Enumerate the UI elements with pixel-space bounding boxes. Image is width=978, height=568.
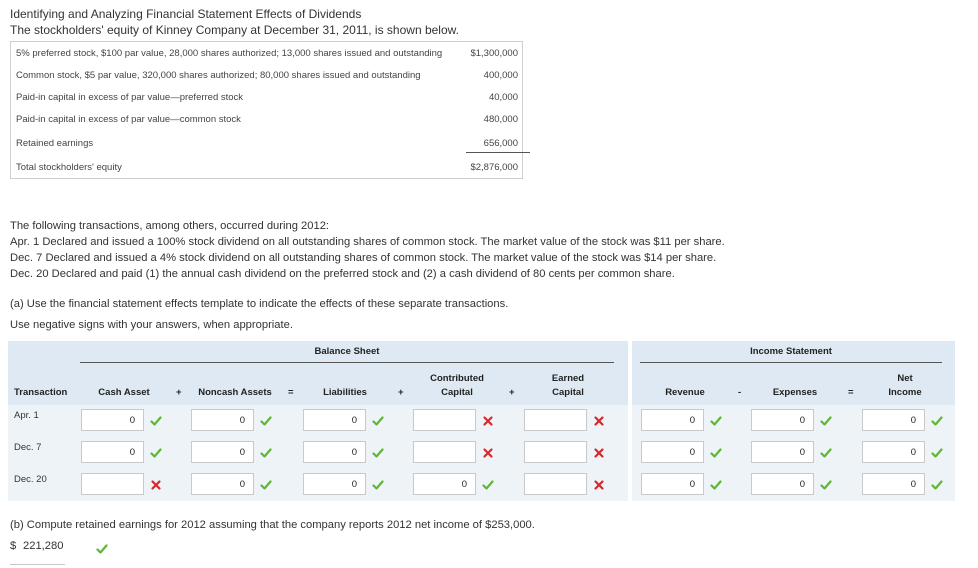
cross-icon bbox=[150, 478, 162, 490]
noncash-assets-input[interactable]: 0 bbox=[191, 441, 254, 463]
equity-row-label: Paid-in capital in excess of par value—common stock bbox=[16, 114, 241, 125]
check-icon bbox=[710, 414, 722, 426]
row-label-apr-1: Apr. 1 bbox=[14, 410, 39, 421]
check-icon bbox=[260, 414, 272, 426]
col-earned-capital-1: Earned bbox=[551, 373, 585, 384]
liabilities-input[interactable]: 0 bbox=[303, 441, 366, 463]
col-contributed-capital-1: Contributed bbox=[430, 373, 484, 384]
cross-icon bbox=[593, 446, 605, 458]
check-icon bbox=[260, 446, 272, 458]
cash-asset-input[interactable] bbox=[81, 473, 144, 495]
contributed-capital-input[interactable] bbox=[413, 441, 476, 463]
plus-operator: + bbox=[176, 387, 182, 398]
cash-asset-input[interactable]: 0 bbox=[81, 409, 144, 431]
expenses-input[interactable]: 0 bbox=[751, 441, 814, 463]
cross-icon bbox=[593, 478, 605, 490]
problem-title: Identifying and Analyzing Financial Statement Effects of Dividends bbox=[10, 7, 362, 21]
col-noncash-assets: Noncash Assets bbox=[198, 387, 272, 398]
equity-row-value: 40,000 bbox=[488, 92, 518, 103]
col-liabilities: Liabilities bbox=[323, 387, 367, 398]
cross-icon bbox=[593, 414, 605, 426]
check-icon bbox=[710, 446, 722, 458]
check-icon bbox=[710, 478, 722, 490]
equals-operator: = bbox=[848, 387, 854, 398]
cash-asset-input[interactable]: 0 bbox=[81, 441, 144, 463]
equity-row-value: $2,876,000 bbox=[470, 162, 518, 173]
col-net-income-1: Net bbox=[897, 373, 913, 384]
col-net-income-2: Income bbox=[888, 387, 922, 398]
equity-row-value: 656,000 bbox=[483, 138, 518, 149]
col-transaction: Transaction bbox=[14, 387, 68, 398]
check-icon bbox=[96, 542, 108, 554]
total-underline bbox=[466, 152, 530, 153]
next-input-edge bbox=[10, 564, 65, 568]
income-statement-rule bbox=[640, 362, 942, 363]
part-a-instruction: (a) Use the financial statement effects template to indicate the effects of these separate transactions. bbox=[10, 298, 509, 310]
check-icon bbox=[260, 478, 272, 490]
check-icon bbox=[372, 478, 384, 490]
minus-operator: - bbox=[738, 387, 742, 398]
balance-sheet-title: Balance Sheet bbox=[314, 346, 380, 357]
equity-row-value: 480,000 bbox=[483, 114, 518, 125]
earned-capital-input[interactable] bbox=[524, 473, 587, 495]
check-icon bbox=[820, 414, 832, 426]
col-contributed-capital-2: Capital bbox=[441, 387, 473, 398]
earned-capital-input[interactable] bbox=[524, 409, 587, 431]
equity-row bbox=[11, 66, 522, 86]
equity-row-total bbox=[11, 158, 522, 178]
revenue-input[interactable]: 0 bbox=[641, 409, 704, 431]
expenses-input[interactable]: 0 bbox=[751, 409, 814, 431]
earned-capital-input[interactable] bbox=[524, 441, 587, 463]
check-icon bbox=[372, 446, 384, 458]
plus-operator: + bbox=[509, 387, 515, 398]
net-income-input[interactable]: 0 bbox=[862, 409, 925, 431]
col-earned-capital-2: Capital bbox=[552, 387, 584, 398]
check-icon bbox=[820, 478, 832, 490]
liabilities-input[interactable]: 0 bbox=[303, 409, 366, 431]
net-income-input[interactable]: 0 bbox=[862, 473, 925, 495]
equity-row-value: 400,000 bbox=[483, 70, 518, 81]
check-icon bbox=[372, 414, 384, 426]
equity-row-label: Common stock, $5 par value, 320,000 shares authorized; 80,000 shares issued and outstanding bbox=[16, 70, 421, 81]
transaction-item: Apr. 1 Declared and issued a 100% stock dividend on all outstanding shares of common stock. The market value of the stock was $11 per share. bbox=[10, 236, 725, 248]
transactions-intro: The following transactions, among others, occurred during 2012: bbox=[10, 220, 330, 232]
revenue-input[interactable]: 0 bbox=[641, 473, 704, 495]
problem-header bbox=[10, 6, 459, 38]
noncash-assets-input[interactable]: 0 bbox=[191, 409, 254, 431]
transactions-text bbox=[10, 218, 725, 282]
check-icon bbox=[482, 478, 494, 490]
plus-operator: + bbox=[398, 387, 404, 398]
equity-row bbox=[11, 110, 522, 130]
currency-symbol: $ bbox=[10, 540, 17, 552]
equity-row bbox=[11, 44, 522, 64]
problem-subtitle: The stockholders' equity of Kinney Company at December 31, 2011, is shown below. bbox=[10, 23, 459, 37]
equity-row-label: Retained earnings bbox=[16, 138, 94, 149]
cross-icon bbox=[482, 446, 494, 458]
noncash-assets-input[interactable]: 0 bbox=[191, 473, 254, 495]
liabilities-input[interactable]: 0 bbox=[303, 473, 366, 495]
retained-earnings-input[interactable]: 221,280 bbox=[19, 537, 87, 557]
equity-row bbox=[11, 134, 522, 154]
net-income-input[interactable]: 0 bbox=[862, 441, 925, 463]
row-label-dec-20: Dec. 20 bbox=[14, 474, 47, 485]
check-icon bbox=[150, 414, 162, 426]
equity-row-label: 5% preferred stock, $100 par value, 28,000 shares authorized; 13,000 shares issued and outstanding bbox=[16, 48, 443, 59]
revenue-input[interactable]: 0 bbox=[641, 441, 704, 463]
check-icon bbox=[931, 478, 943, 490]
check-icon bbox=[150, 446, 162, 458]
check-icon bbox=[931, 414, 943, 426]
transaction-item: Dec. 7 Declared and issued a 4% stock dividend on all outstanding shares of common stock. The market value of the stock was $14 per share. bbox=[10, 252, 717, 264]
equals-operator: = bbox=[288, 387, 294, 398]
col-cash-asset: Cash Asset bbox=[98, 387, 150, 398]
check-icon bbox=[820, 446, 832, 458]
balance-sheet-rule bbox=[80, 362, 614, 363]
equity-row-value: $1,300,000 bbox=[470, 48, 518, 59]
equity-table bbox=[10, 41, 523, 179]
check-icon bbox=[931, 446, 943, 458]
cross-icon bbox=[482, 414, 494, 426]
equity-row-label: Total stockholders' equity bbox=[16, 162, 122, 173]
income-statement-title: Income Statement bbox=[750, 346, 832, 357]
equity-row-label: Paid-in capital in excess of par value—preferred stock bbox=[16, 92, 244, 103]
transaction-item: Dec. 20 Declared and paid (1) the annual cash dividend on the preferred stock and (2) a cash dividend of 80 cents per common share. bbox=[10, 268, 675, 280]
contributed-capital-input[interactable]: 0 bbox=[413, 473, 476, 495]
col-revenue: Revenue bbox=[665, 387, 705, 398]
col-expenses: Expenses bbox=[772, 387, 818, 398]
contributed-capital-input[interactable] bbox=[413, 409, 476, 431]
equity-row bbox=[11, 88, 522, 108]
row-label-dec-7: Dec. 7 bbox=[14, 442, 42, 453]
part-b-instruction: (b) Compute retained earnings for 2012 assuming that the company reports 2012 net income of $253,000. bbox=[10, 519, 535, 531]
part-a-note: Use negative signs with your answers, when appropriate. bbox=[10, 319, 293, 331]
expenses-input[interactable]: 0 bbox=[751, 473, 814, 495]
